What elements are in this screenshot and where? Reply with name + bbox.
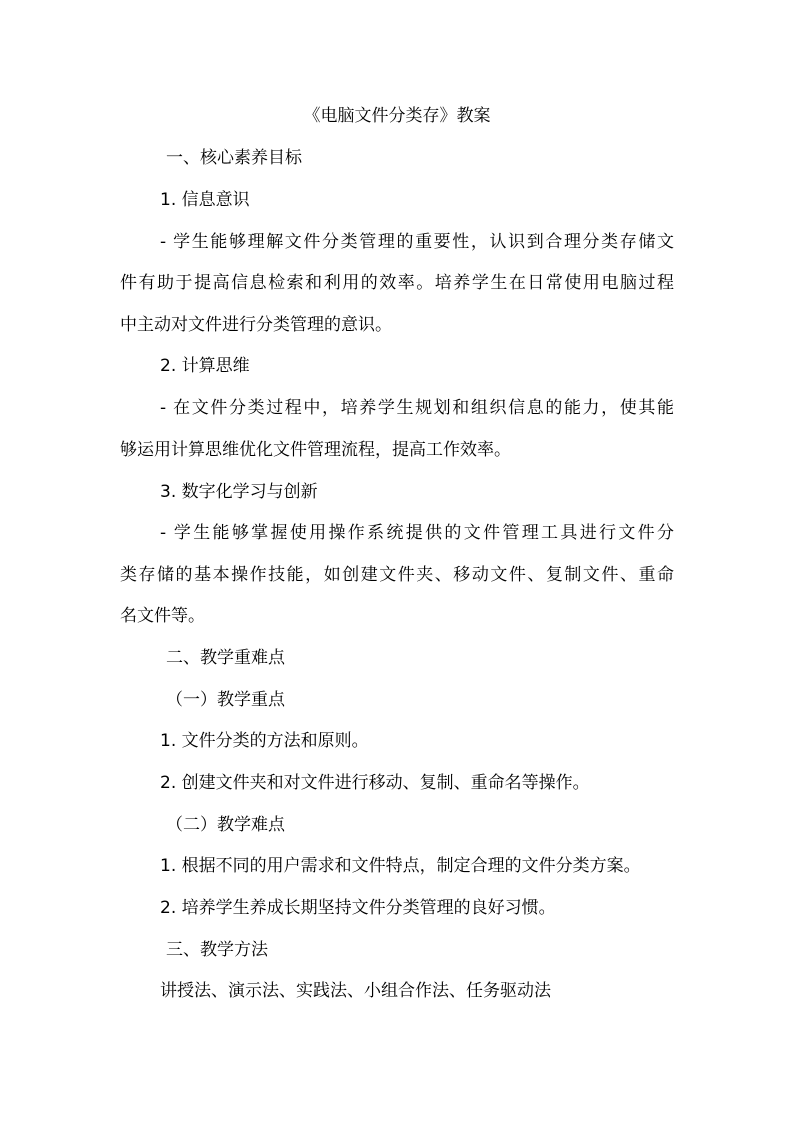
- subheading-2-1: （一）教学重点: [166, 690, 285, 710]
- paragraph-line: 够运用计算思维优化文件管理流程，提高工作效率。: [120, 440, 511, 460]
- paragraph-line: 讲授法、演示法、实践法、小组合作法、任务驱动法: [160, 981, 551, 1001]
- section-heading-3: 三、教学方法: [166, 940, 268, 960]
- list-item: 2. 创建文件夹和对文件进行移动、复制、重命名等操作。: [160, 773, 590, 793]
- paragraph-line: - 在文件分类过程中，培养学生规划和组织信息的能力，使其能: [160, 398, 674, 418]
- subheading-1-2: 2. 计算思维: [160, 356, 250, 376]
- subheading-1-1: 1. 信息意识: [160, 190, 250, 210]
- list-item: 1. 根据不同的用户需求和文件特点，制定合理的文件分类方案。: [160, 856, 641, 876]
- paragraph-line: - 学生能够理解文件分类管理的重要性，认识到合理分类存储文: [160, 232, 674, 252]
- subheading-2-2: （二）教学难点: [166, 815, 285, 835]
- paragraph-line: 名文件等。: [120, 606, 205, 626]
- paragraph-line: 中主动对文件进行分类管理的意识。: [120, 315, 392, 335]
- list-item: 1. 文件分类的方法和原则。: [160, 731, 369, 751]
- document-title: 《电脑文件分类存》教案: [303, 106, 491, 126]
- paragraph-line: - 学生能够掌握使用操作系统提供的文件管理工具进行文件分: [160, 523, 674, 543]
- paragraph-line: 件有助于提高信息检索和利用的效率。培养学生在日常使用电脑过程: [120, 273, 674, 293]
- section-heading-1: 一、核心素养目标: [166, 148, 302, 168]
- subheading-1-3: 3. 数字化学习与创新: [160, 482, 318, 502]
- section-heading-2: 二、教学重难点: [166, 648, 285, 668]
- list-item: 2. 培养学生养成长期坚持文件分类管理的良好习惯。: [160, 898, 556, 918]
- paragraph-line: 类存储的基本操作技能，如创建文件夹、移动文件、复制文件、重命: [120, 565, 674, 585]
